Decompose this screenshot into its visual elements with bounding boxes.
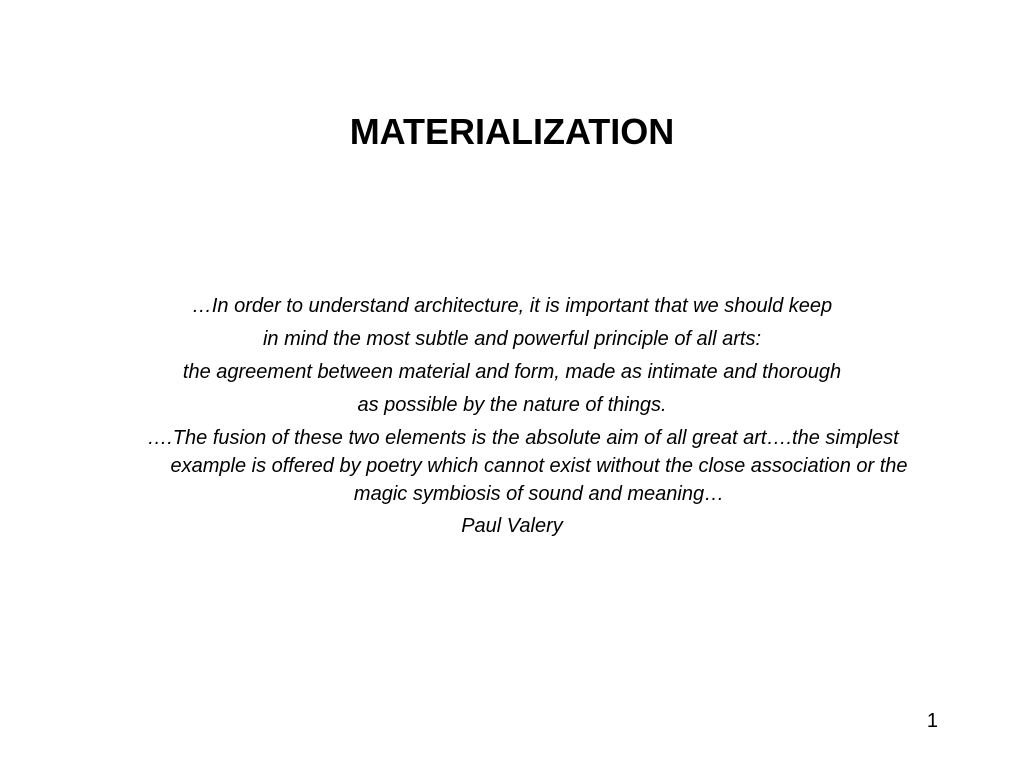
slide-title: MATERIALIZATION (349, 111, 675, 152)
quote-line-4: as possible by the nature of things. (357, 394, 667, 416)
quote-line-1: …In order to understand architecture, it is important that we should keep (191, 295, 833, 317)
quote-line-2: in mind the most subtle and powerful principle of all arts: (262, 328, 762, 350)
quote-author: Paul Valery (461, 515, 563, 537)
page-number: 1 (926, 710, 938, 732)
quote-paragraph: ….The fusion of these two elements is the absolute aim of all great art….the simplest example is offered by poetry which cannot exist without the close association or the magic symbiosis of sound and meaning… (147, 427, 908, 505)
quote-line-3: the agreement between material and form, made as intimate and thorough (182, 361, 842, 383)
